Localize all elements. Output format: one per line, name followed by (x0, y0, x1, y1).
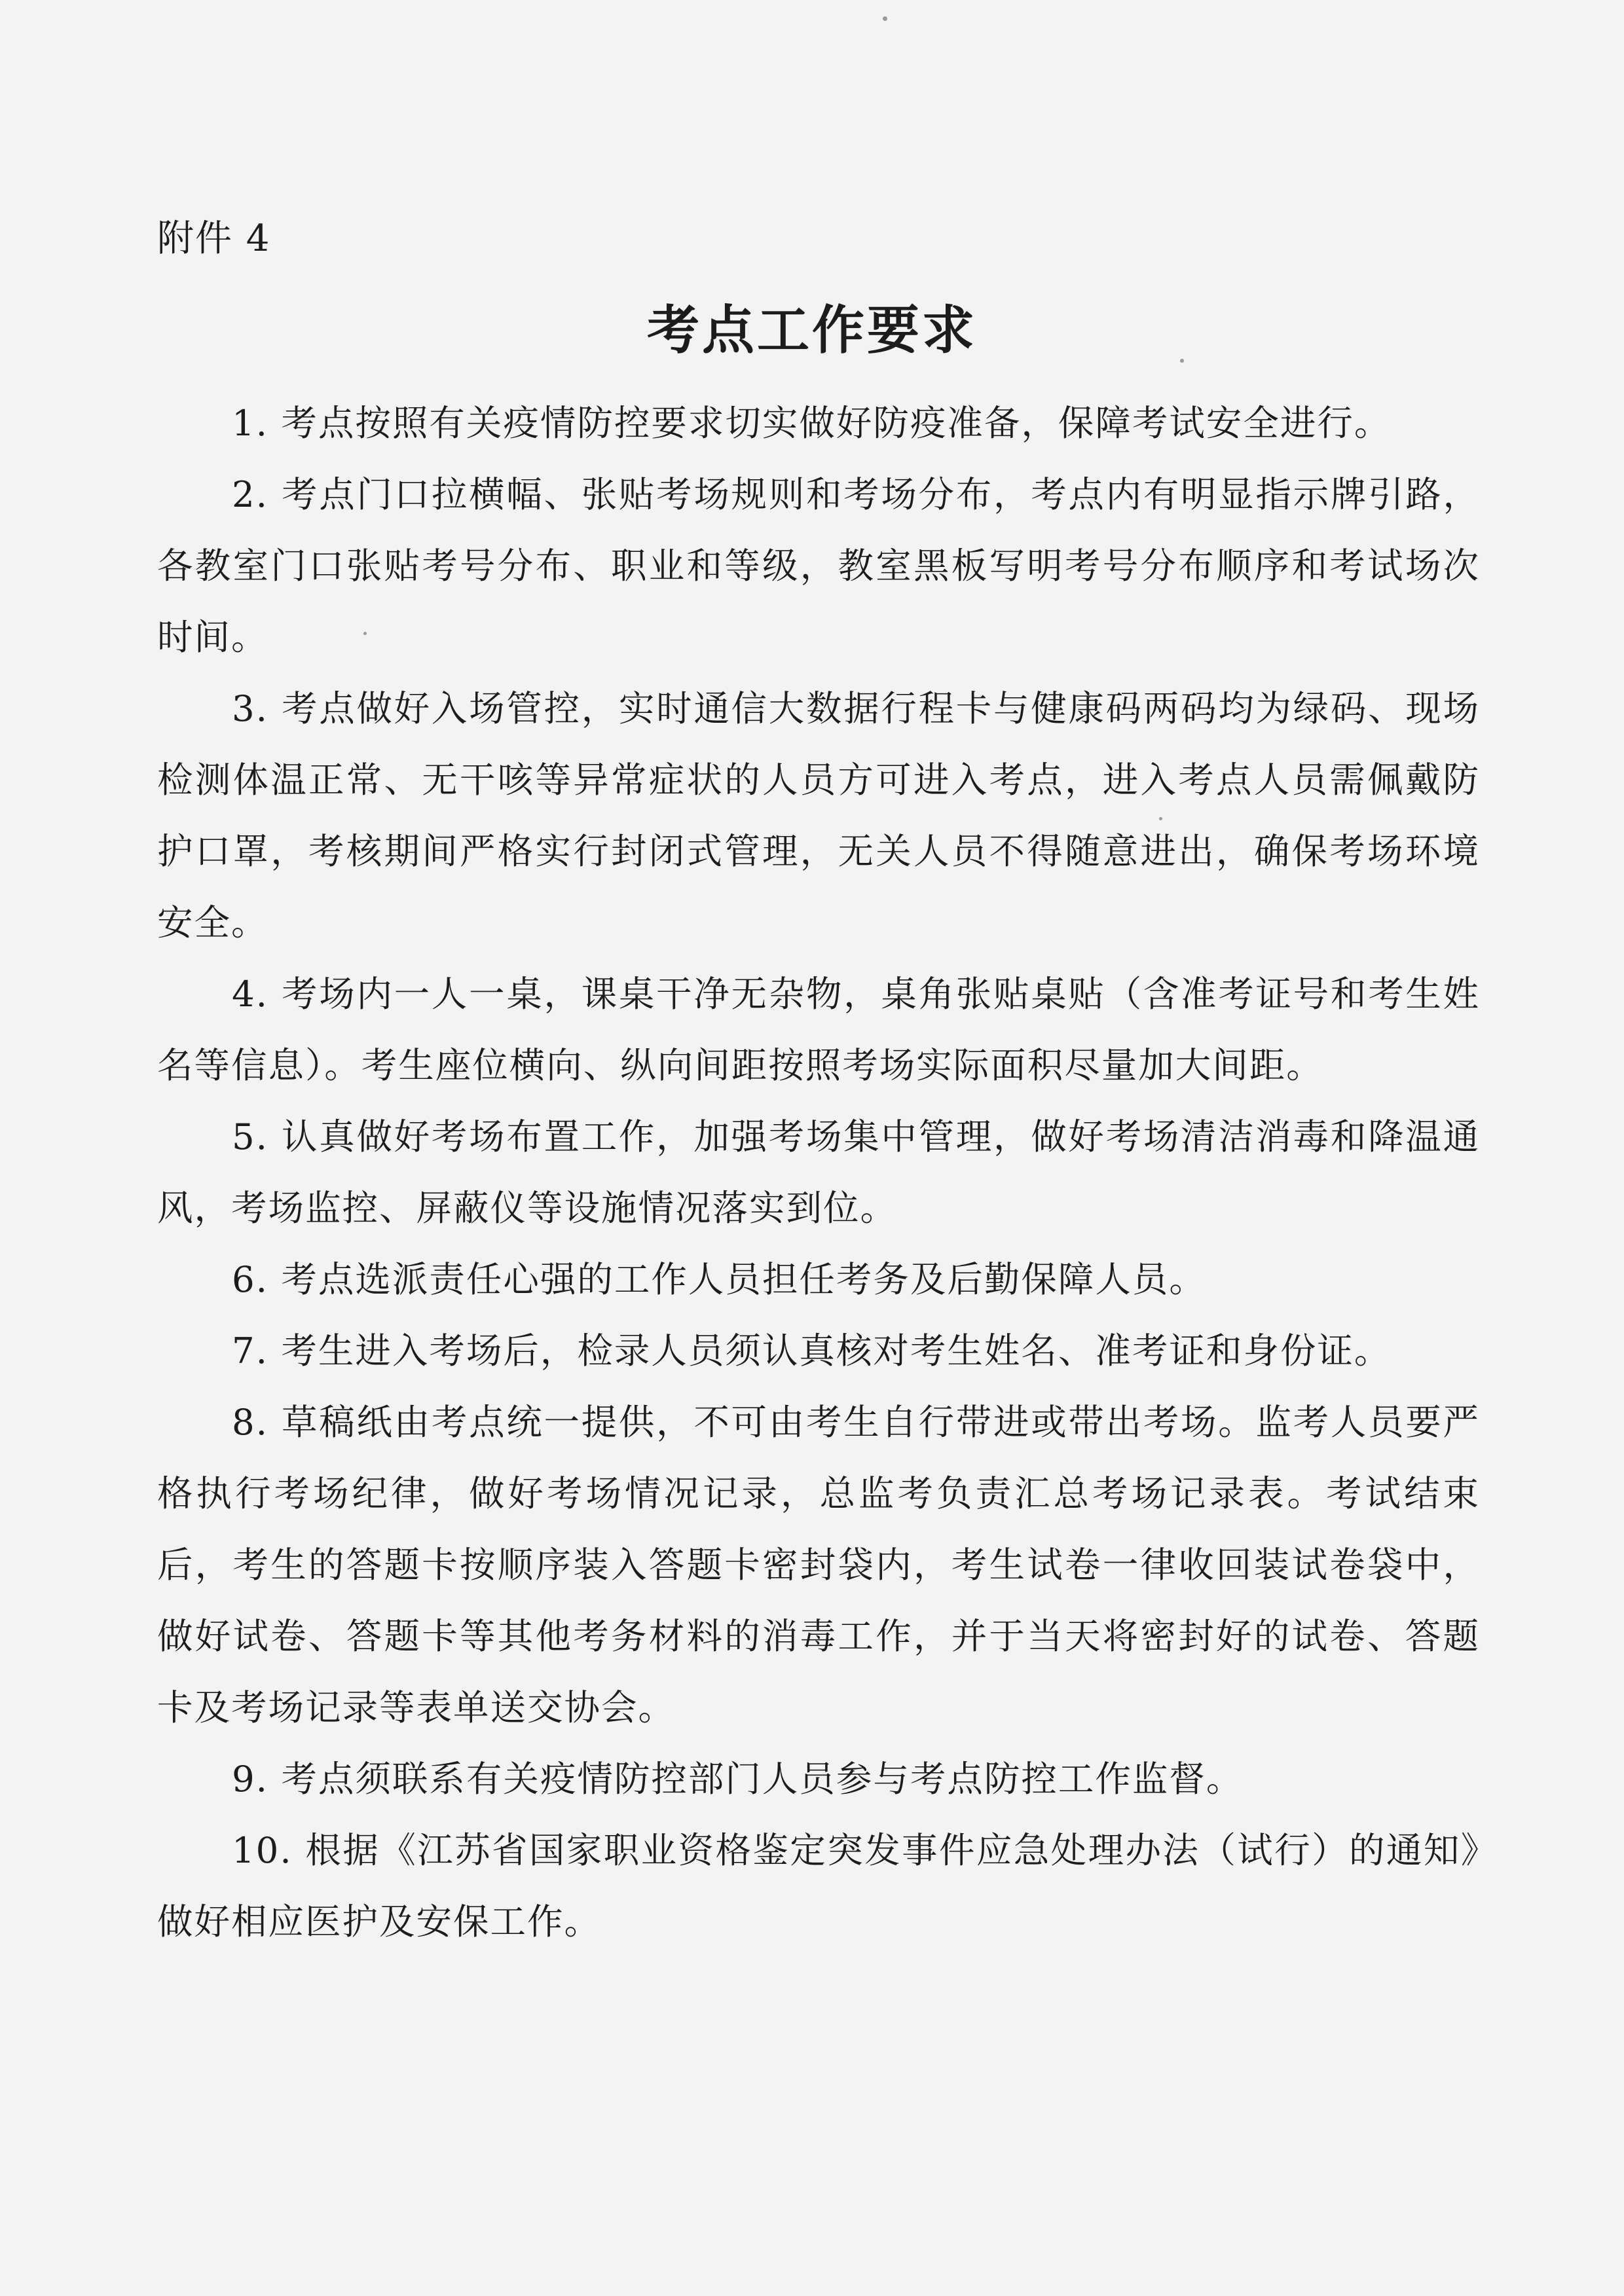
requirement-item: 5. 认真做好考场布置工作，加强考场集中管理，做好考场清洁消毒和降温通风，考场监控、屏蔽仪等设施情况落实到位。 (157, 1116, 1480, 1229)
scan-speck (1159, 817, 1162, 820)
requirement-item: 4. 考场内一人一桌，课桌干净无杂物，桌角张贴桌贴（含准考证号和考生姓名等信息）。考生座位横向、纵向间距按照考场实际面积尽量加大间距。 (157, 973, 1480, 1086)
page-title: 考点工作要求 (647, 300, 977, 361)
scan-speck (363, 632, 367, 635)
requirements-list (157, 388, 1480, 1958)
requirement-item: 9. 考点须联系有关疫情防控部门人员参与考点防控工作监督。 (232, 1758, 1244, 1800)
attachment-label: 附件 4 (157, 217, 271, 260)
requirement-item: 8. 草稿纸由考点统一提供，不可由考生自行带进或带出考场。监考人员要严格执行考场纪律，做好考场情况记录，总监考负责汇总考场记录表。考试结束后，考生的答题卡按顺序装入答题卡密封袋内，考生试卷一律收回装试卷袋中，做好试卷、答题卡等其他考务材料的消毒工作，并于当天将密封好的试卷、答题卡及考场记录等表单送交协会。 (157, 1401, 1480, 1728)
requirement-item: 7. 考生进入考场后，检录人员须认真核对考生姓名、准考证和身份证。 (232, 1330, 1392, 1372)
scan-speck (883, 16, 887, 21)
requirement-item: 2. 考点门口拉横幅、张贴考场规则和考场分布，考点内有明显指示牌引路，各教室门口张贴考号分布、职业和等级，教室黑板写明考号分布顺序和考试场次时间。 (157, 473, 1480, 658)
requirement-item: 10. 根据《江苏省国家职业资格鉴定突发事件应急处理办法（试行）的通知》做好相应医护及安保工作。 (157, 1829, 1480, 1942)
requirement-item: 1. 考点按照有关疫情防控要求切实做好防疫准备，保障考试安全进行。 (232, 402, 1392, 444)
requirement-item: 3. 考点做好入场管控，实时通信大数据行程卡与健康码两码均为绿码、现场检测体温正常、无干咳等异常症状的人员方可进入考点，进入考点人员需佩戴防护口罩，考核期间严格实行封闭式管理，无关人员不得随意进出，确保考场环境安全。 (157, 687, 1480, 943)
requirement-item: 6. 考点选派责任心强的工作人员担任考务及后勤保障人员。 (232, 1258, 1206, 1300)
scan-speck (1180, 359, 1184, 363)
